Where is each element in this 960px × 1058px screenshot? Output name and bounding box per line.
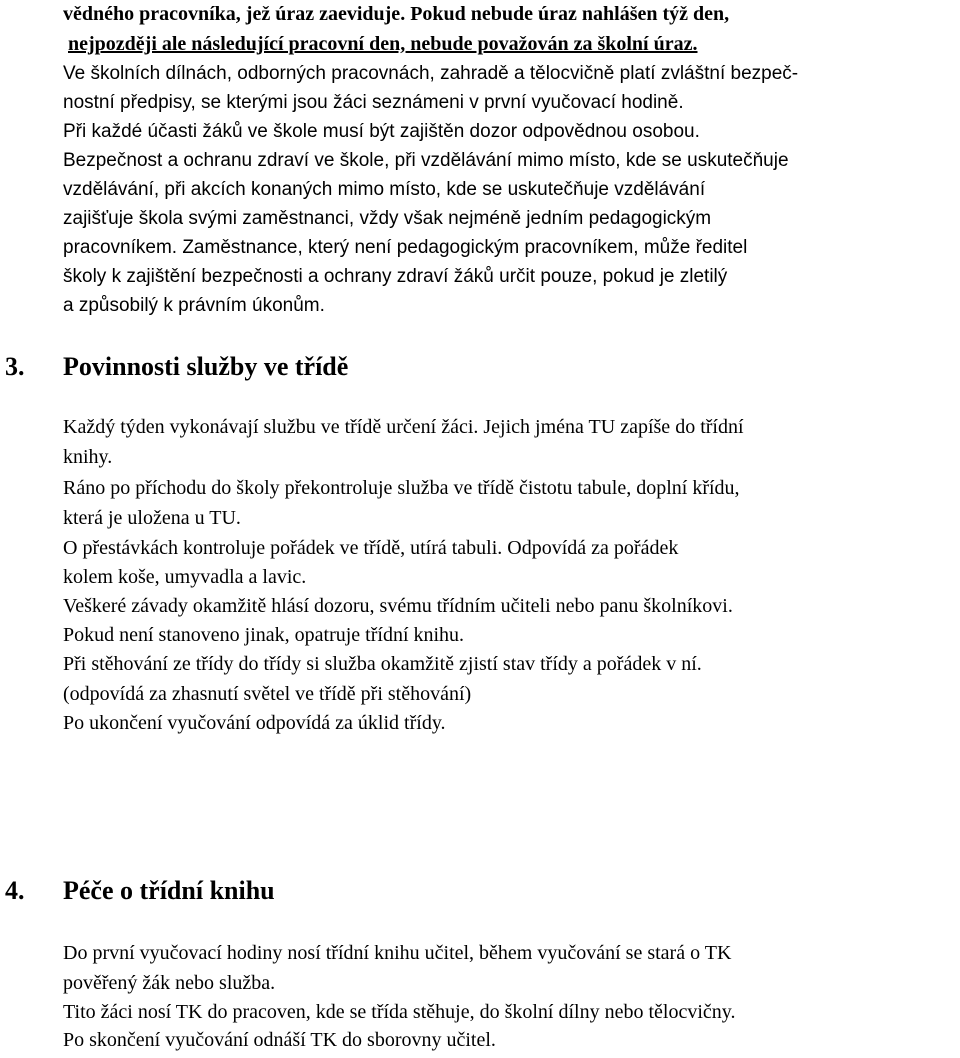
intro-sans-line-2: nostní předpisy, se kterými jsou žáci seznámeni v první vyučovací hodině. <box>63 92 684 113</box>
section-3-title: Povinnosti služby ve třídě <box>63 352 349 381</box>
section-3-line-10: (odpovídá za zhasnutí světel ve třídě při stěhování) <box>63 683 472 705</box>
intro-sans-line-7: pracovníkem. Zaměstnance, který není pedagogickým pracovníkem, může ředitel <box>63 237 748 258</box>
section-3-line-11: Po ukončení vyučování odpovídá za úklid třídy. <box>63 712 446 734</box>
intro-sans-line-1: Ve školních dílnách, odborných pracovnách, zahradě a tělocvičně platí zvláštní bezpeč- <box>63 63 799 84</box>
section-3-line-7: Veškeré závady okamžitě hlásí dozoru, svému třídním učiteli nebo panu školníkovi. <box>63 595 733 617</box>
intro-sans-line-8: školy k zajištění bezpečnosti a ochrany zdraví žáků určit pouze, pokud je zletilý <box>63 266 728 287</box>
section-3-line-2: knihy. <box>63 446 113 468</box>
section-4-line-2: pověřený žák nebo služba. <box>63 972 276 994</box>
intro-sans-line-4: Bezpečnost a ochranu zdraví ve škole, při vzdělávání mimo místo, kde se uskutečňuje <box>63 150 789 171</box>
section-3-number: 3. <box>5 352 25 381</box>
intro-sans-line-3: Při každé účasti žáků ve škole musí být zajištěn dozor odpovědnou osobou. <box>63 121 700 142</box>
section-3-line-5: O přestávkách kontroluje pořádek ve třídě, utírá tabuli. Odpovídá za pořádek <box>63 537 679 559</box>
section-4-line-4: Po skončení vyučování odnáší TK do sborovny učitel. <box>63 1029 496 1051</box>
intro-bold-line-2: nejpozději ale následující pracovní den, nebude považován za školní úraz. <box>68 33 698 55</box>
section-3-line-6: kolem koše, umyvadla a lavic. <box>63 566 307 588</box>
section-4-number: 4. <box>5 876 25 905</box>
intro-sans-line-6: zajišťuje škola svými zaměstnanci, vždy však nejméně jedním pedagogickým <box>63 208 712 229</box>
section-3-line-1: Každý týden vykonávají službu ve třídě určení žáci. Jejich jména TU zapíše do třídní <box>63 416 744 438</box>
section-4-line-3: Tito žáci nosí TK do pracoven, kde se třída stěhuje, do školní dílny nebo tělocvičny. <box>63 1001 736 1023</box>
section-4-line-1: Do první vyučovací hodiny nosí třídní knihu učitel, během vyučování se stará o TK <box>63 942 732 964</box>
section-3-line-4: která je uložena u TU. <box>63 507 241 529</box>
section-3-line-9: Při stěhování ze třídy do třídy si služba okamžitě zjistí stav třídy a pořádek v ní. <box>63 653 702 675</box>
intro-sans-line-9: a způsobilý k právním úkonům. <box>63 295 325 316</box>
section-3-line-3: Ráno po příchodu do školy překontroluje služba ve třídě čistotu tabule, doplní křídu, <box>63 477 740 499</box>
section-4-title: Péče o třídní knihu <box>63 876 275 905</box>
section-3-line-8: Pokud není stanoveno jinak, opatruje třídní knihu. <box>63 624 465 646</box>
intro-bold-line-1: vědného pracovníka, jež úraz zaeviduje. Pokud nebude úraz nahlášen týž den, <box>63 3 730 25</box>
intro-sans-line-5: vzdělávání, při akcích konaných mimo místo, kde se uskutečňuje vzdělávání <box>63 179 706 200</box>
